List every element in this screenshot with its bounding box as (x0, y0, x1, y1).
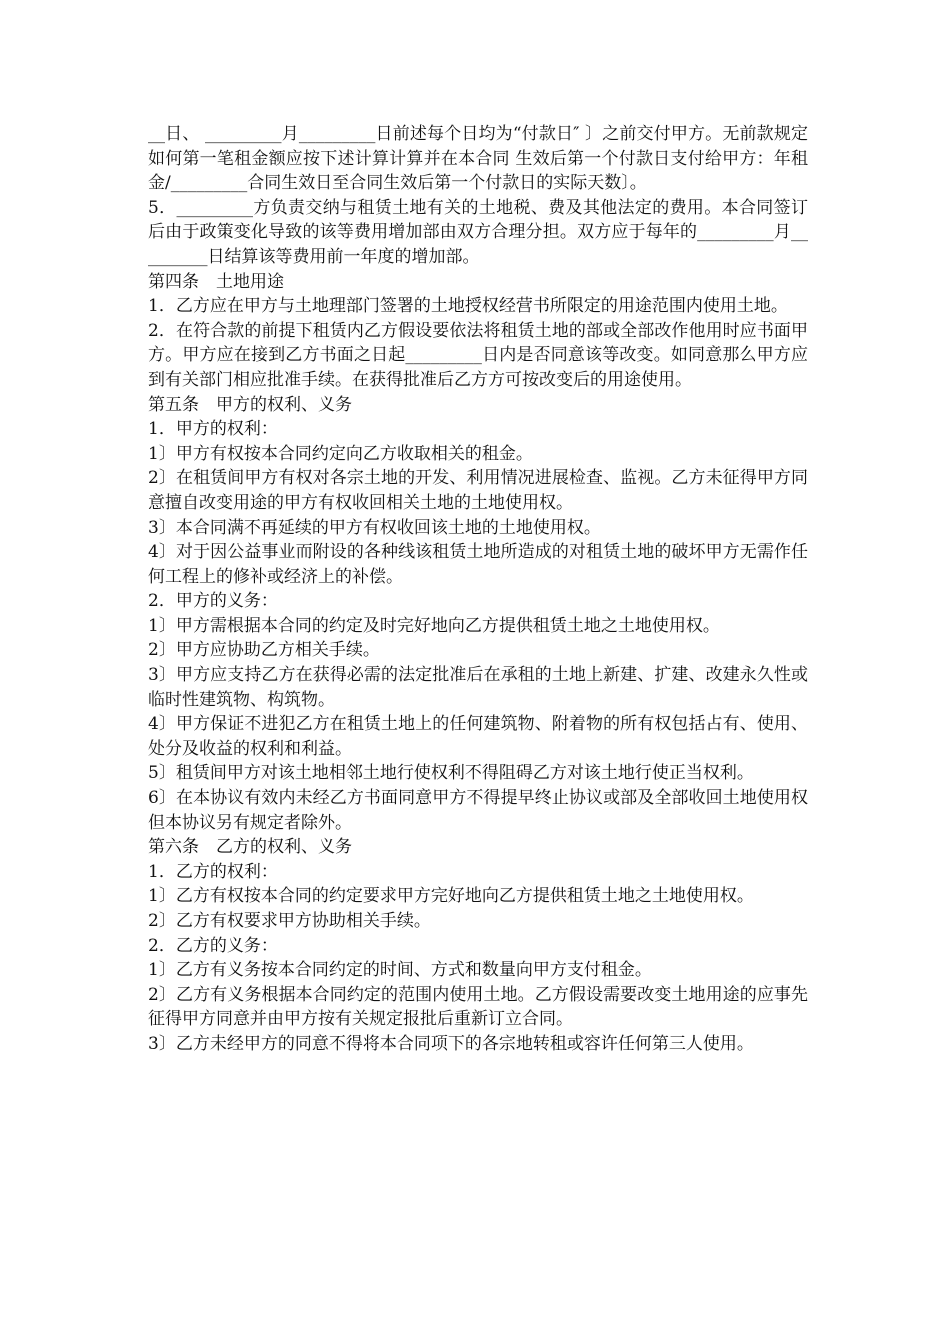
list-item-b-right-1: 1〕乙方有权按本合同的约定要求甲方完好地向乙方提供租赁土地之土地使用权。 (148, 886, 754, 907)
list-item-b-right-2: 2〕乙方有权要求甲方协助相关手续。 (148, 911, 431, 931)
paragraph-land-use-2: 2．在符合款的前提下租赁内乙方假设要依法将租赁土地的部或全部改作他用时应书面甲方。甲方应在接到乙方书面之日起_________日内是否同意该等改变。如同意那么甲方应到有关部门相应批准手续。在获得批准后乙方方可按改变后的用途使用。 (148, 320, 808, 390)
list-item-a-obligation-1: 1〕甲方需根据本合同的约定及时完好地向乙方提供租赁土地之土地使用权。 (148, 615, 720, 636)
section-heading-article-5: 第五条 甲方的权利、义务 (148, 394, 352, 415)
list-item-b-obligation-1: 1〕乙方有义务按本合同约定的时间、方式和数量向甲方支付租金。 (148, 960, 652, 981)
list-item-b-obligation-3: 3〕乙方未经甲方的同意不得将本合同项下的各宗地转租或容许任何第三人使用。 (148, 1033, 754, 1054)
list-item-a-right-1: 1〕甲方有权按本合同约定向乙方收取相关的租金。 (148, 443, 533, 464)
list-item-a-obligation-5: 5〕租赁间甲方对该土地相邻土地行使权利不得阻碍乙方对该土地行使正当权利。 (148, 763, 754, 784)
document-body (148, 122, 808, 1057)
paragraph-land-use-1: 1．乙方应在甲方与土地理部门签署的土地授权经营书所限定的用途范围内使用土地。 (148, 296, 788, 317)
subheading-party-b-rights: 1．乙方的权利： (148, 861, 278, 882)
section-heading-article-6: 第六条 乙方的权利、义务 (148, 837, 352, 858)
paragraph-payment-day: __日、 _________月_________日前述每个日均为“付款日″ 〕之前交付甲方。无前款规定如何第一笔租金额应按下述计算计算并在本合同 生效后第一个付款日支付给甲方：年租金/_________合同生效日至合同生效后第一个付款日的实际天数〕。 (148, 124, 808, 194)
subheading-party-a-obligations: 2．甲方的义务： (148, 591, 278, 612)
paragraph-land-tax: 5．_________方负责交纳与租赁土地有关的土地税、费及其他法定的费用。本合同签订后由于政策变化导致的该等费用增加部由双方合理分担。双方应于每年的_________月_________日结算该等费用前一年度的增加部。 (148, 197, 808, 267)
list-item-a-obligation-2: 2〕甲方应协助乙方相关手续。 (148, 640, 380, 661)
section-heading-article-4: 第四条 土地用途 (148, 271, 284, 292)
list-item-a-right-4: 4〕对于因公益事业而附设的各种线该租赁土地所造成的对租赁土地的破坏甲方无需作任何工程上的修补或经济上的补偿。 (148, 542, 808, 587)
subheading-party-b-obligations: 2．乙方的义务： (148, 935, 278, 956)
list-item-a-obligation-4: 4〕甲方保证不进犯乙方在租赁土地上的任何建筑物、附着物的所有权包括占有、使用、处分及收益的权利和利益。 (148, 714, 808, 759)
list-item-a-obligation-3: 3〕甲方应支持乙方在获得必需的法定批准后在承租的土地上新建、扩建、改建永久性或临时性建筑物、构筑物。 (148, 665, 808, 710)
list-item-a-right-2: 2〕在租赁间甲方有权对各宗土地的开发、利用情况进展检查、监视。乙方未征得甲方同意擅自改变用途的甲方有权收回相关土地的土地使用权。 (148, 468, 808, 513)
list-item-a-right-3: 3〕本合同满不再延续的甲方有权收回该土地的土地使用权。 (148, 517, 601, 538)
list-item-b-obligation-2: 2〕乙方有义务根据本合同约定的范围内使用土地。乙方假设需要改变土地用途的应事先征得甲方同意并由甲方按有关规定报批后重新订立合同。 (148, 984, 808, 1030)
subheading-party-a-rights: 1．甲方的权利： (148, 419, 278, 440)
list-item-a-obligation-6: 6〕在本协议有效内未经乙方书面同意甲方不得提早终止协议或部及全部收回土地使用权但本协议另有规定者除外。 (148, 788, 808, 833)
